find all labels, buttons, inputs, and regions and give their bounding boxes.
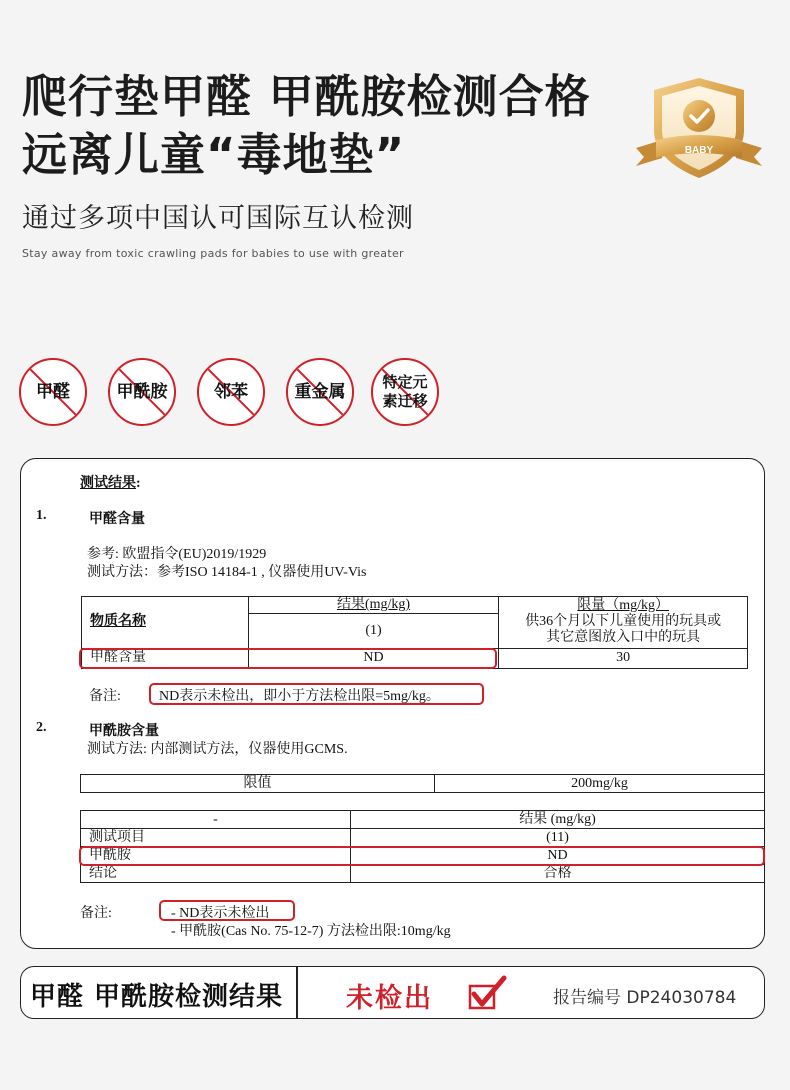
highlight-note-1 xyxy=(149,683,484,705)
result-summary-bar xyxy=(20,966,765,1019)
limit-label: 限值 xyxy=(81,775,435,793)
badge-label: BABY xyxy=(684,145,714,156)
chip-heavy-metals xyxy=(286,358,354,426)
note-2-label: 备注: xyxy=(80,906,112,921)
limit-value: 200mg/kg xyxy=(435,775,765,793)
chip-element-migration xyxy=(371,358,439,426)
english-tagline: Stay away from toxic crawling pads for babies to use with greater xyxy=(22,247,404,260)
chip-formaldehyde xyxy=(19,358,87,426)
conclusion-value: 合格 xyxy=(351,865,765,883)
result-table-dash: - xyxy=(81,811,351,829)
section-1-reference: 参考: 欧盟指令(EU)2019/1929 xyxy=(87,547,267,562)
result-header xyxy=(248,597,499,614)
chip-label: 甲酰胺 xyxy=(116,382,168,402)
formaldehyde-row-result: ND xyxy=(248,648,499,668)
checkbox-checked-icon xyxy=(467,975,507,1011)
chip-label: 甲醛 xyxy=(36,382,70,402)
formamide-row-result: ND xyxy=(351,847,765,865)
substance-header-text: 物质名称 xyxy=(90,614,146,630)
result-number: (1) xyxy=(248,614,499,648)
chip-phthalates xyxy=(197,358,265,426)
chip-label-line-1: 特定元 xyxy=(382,373,428,391)
formamide-row-name: 甲酰胺 xyxy=(81,847,351,865)
chip-label xyxy=(382,373,427,411)
note-2-line-1: - ND表示未检出 xyxy=(171,906,270,921)
summary-divider xyxy=(296,967,298,1018)
title-line-2: 远离儿童“毒地垫” xyxy=(22,128,406,181)
result-header-text: 结果(mg/kg) xyxy=(336,597,411,613)
conclusion-label: 结论 xyxy=(81,865,351,883)
report-heading-colon: : xyxy=(136,476,141,491)
chip-formamide xyxy=(108,358,176,426)
formaldehyde-row-limit: 30 xyxy=(499,648,748,668)
formamide-limit-table xyxy=(80,774,765,793)
result-table-header: 结果 (mg/kg) xyxy=(351,811,765,829)
limit-description-line-2: 其它意图放入口中的玩具 xyxy=(546,630,701,646)
section-1-method: 测试方法：参考ISO 14184-1 , 仪器使用UV-Vis xyxy=(87,565,367,580)
limit-header xyxy=(499,597,748,649)
test-item-label: 测试项目 xyxy=(81,829,351,847)
note-1-label: 备注: xyxy=(89,689,121,704)
highlight-formaldehyde-row xyxy=(79,648,497,669)
limit-header-text: 限量（mg/kg） xyxy=(577,598,670,614)
test-item-number: (11) xyxy=(351,829,765,847)
subtitle: 通过多项中国认可国际互认检测 xyxy=(22,203,414,234)
section-2-method: 测试方法: 内部测试方法，仪器使用GCMS. xyxy=(87,742,348,757)
prohibited-substances-row xyxy=(19,358,449,428)
chip-label-line-2: 素迁移 xyxy=(382,392,428,410)
chip-label: 邻苯 xyxy=(214,382,248,402)
baby-certified-badge-icon xyxy=(632,74,766,182)
section-2-number: 2. xyxy=(36,720,47,735)
summary-title: 甲醛 甲酰胺检测结果 xyxy=(30,982,284,1012)
section-2-title: 甲酰胺含量 xyxy=(89,724,159,739)
report-number: 报告编号 DP24030784 xyxy=(553,988,737,1008)
limit-description-line-1: 供36个月以下儿童使用的玩具或 xyxy=(525,614,722,630)
substance-header xyxy=(82,597,249,649)
highlight-note-2 xyxy=(159,900,295,921)
title-line-1: 爬行垫甲醛 甲酰胺检测合格 xyxy=(22,70,591,123)
formaldehyde-row-name: 甲醛含量 xyxy=(82,648,249,668)
note-1-text: ND表示未检出，即小于方法检出限=5mg/kg。 xyxy=(159,689,440,704)
test-report-card xyxy=(20,458,765,949)
summary-result: 未检出 xyxy=(346,983,433,1014)
section-1-title: 甲醛含量 xyxy=(89,512,145,527)
report-heading xyxy=(80,472,141,492)
page-title xyxy=(22,68,591,184)
report-heading-text: 测试结果 xyxy=(80,476,136,491)
chip-label: 重金属 xyxy=(294,382,346,402)
highlight-formamide-row xyxy=(79,846,765,866)
note-2-line-2: - 甲酰胺(Cas No. 75-12-7) 方法检出限:10mg/kg xyxy=(171,924,451,939)
section-1-number: 1. xyxy=(36,508,47,523)
